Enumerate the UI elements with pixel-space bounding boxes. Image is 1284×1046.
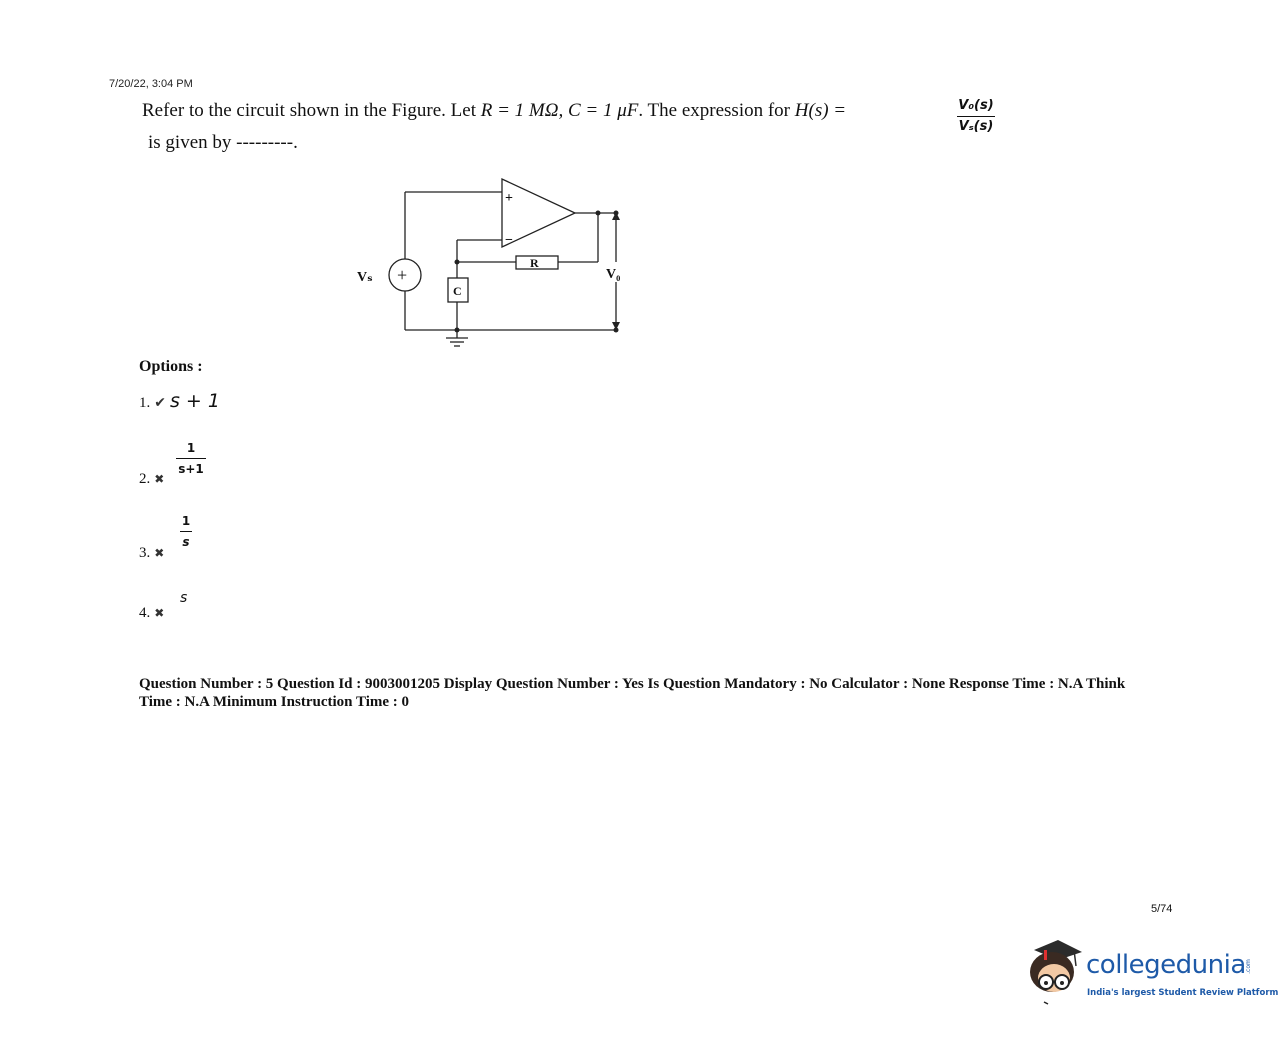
- resistor-label: R: [530, 256, 539, 270]
- option-number: 1.: [139, 395, 151, 411]
- question-line-2: is given by ---------.: [148, 132, 298, 153]
- option-2-fraction: [176, 441, 206, 476]
- timestamp: 7/20/22, 3:04 PM: [109, 78, 193, 90]
- option-number: 2.: [139, 471, 151, 487]
- options-label: Options :: [139, 358, 203, 375]
- transfer-fraction: [955, 98, 997, 135]
- option-4-expression: s: [180, 590, 188, 606]
- question-metadata: Question Number : 5 Question Id : 9003001205 Display Question Number : Yes Is Question Mandatory : No Calculator : None Response Time : N.A Think Time : N.A Minimum Instruction Time : 0: [139, 676, 1126, 710]
- question-line-1: [142, 100, 846, 122]
- circuit-diagram: [340, 170, 650, 355]
- page-number: 5/74: [1151, 903, 1173, 915]
- option-3-fraction: [180, 514, 192, 549]
- cross-icon: ✖: [154, 606, 165, 620]
- cross-icon: ✖: [154, 546, 165, 560]
- option-3[interactable]: [139, 544, 164, 562]
- fraction-denominator: s+1: [178, 462, 204, 476]
- option-number: 3.: [139, 545, 151, 561]
- fraction-numerator: 1: [186, 441, 196, 455]
- fraction-numerator: 1: [181, 514, 191, 528]
- question-math-values: R = 1 MΩ, C = 1 μF: [480, 100, 639, 121]
- fraction-denominator: Vₛ(s): [958, 119, 994, 134]
- logo-suffix: .com: [1244, 959, 1252, 974]
- option-expression: s + 1: [169, 390, 220, 412]
- capacitor-label: C: [453, 284, 462, 298]
- output-label: V₀: [606, 267, 621, 282]
- op-amp-plus-label: +: [505, 191, 513, 206]
- option-4[interactable]: [139, 604, 164, 622]
- question-text: Refer to the circuit shown in the Figure. Let: [142, 100, 481, 121]
- option-2[interactable]: [139, 470, 164, 488]
- option-1[interactable]: [139, 390, 220, 412]
- source-plus-sign: +: [397, 265, 408, 285]
- source-label: Vₛ: [357, 270, 373, 285]
- logo-wordmark: collegedunia: [1086, 950, 1246, 980]
- cross-icon: ✖: [154, 472, 165, 486]
- logo-tagline: India's largest Student Review Platform: [1087, 988, 1279, 998]
- question-math-transfer: H(s) =: [794, 100, 847, 121]
- option-number: 4.: [139, 605, 151, 621]
- fraction-numerator: V₀(s): [958, 98, 994, 113]
- fraction-denominator: s: [182, 535, 190, 549]
- collegedunia-mascot-icon: [1024, 938, 1084, 1006]
- op-amp-minus-label: −: [505, 233, 513, 248]
- question-text-2: . The expression for: [638, 100, 795, 121]
- check-icon: ✔: [154, 395, 166, 411]
